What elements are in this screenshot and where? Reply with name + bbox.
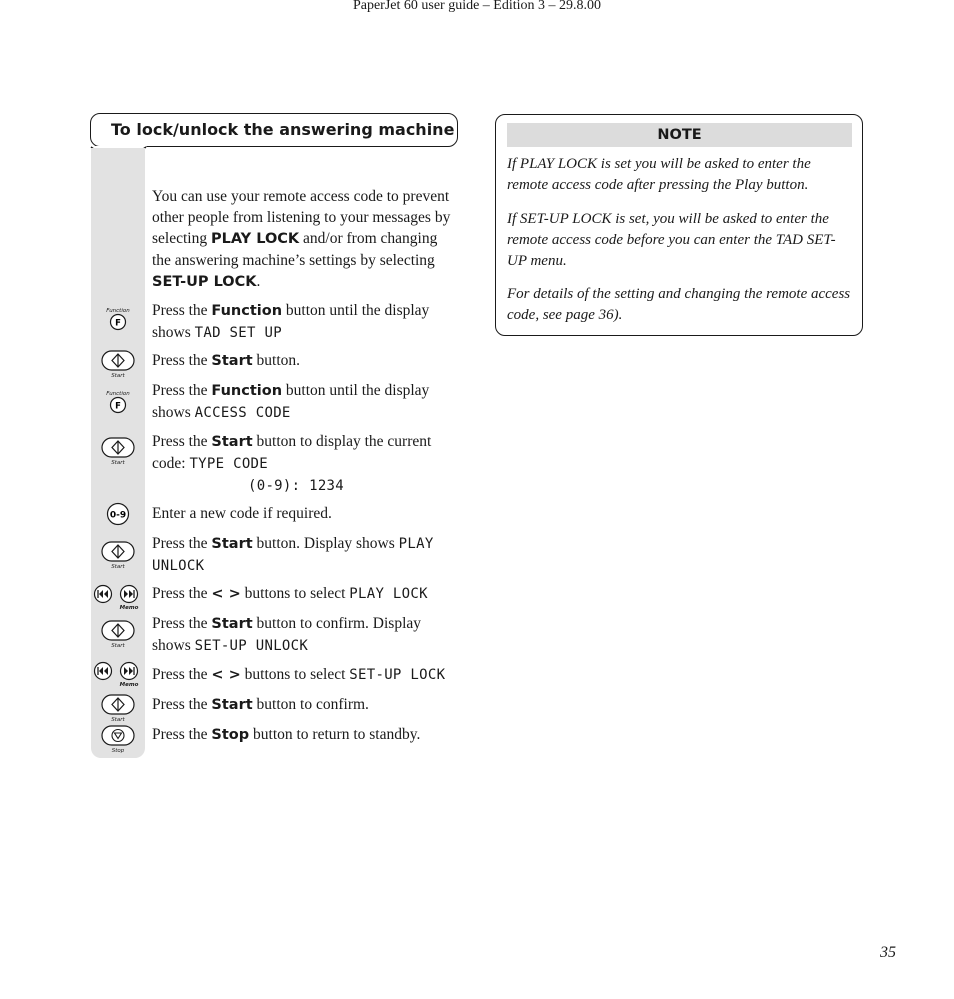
function-key-letter: F — [115, 401, 121, 412]
step-6 — [152, 533, 462, 577]
step-4 — [152, 431, 462, 497]
step-10-key: Start — [211, 697, 253, 713]
start-key-icon — [97, 694, 139, 724]
intro-text-3: . — [256, 273, 261, 290]
note-box — [495, 114, 863, 336]
step-3 — [152, 380, 462, 424]
step-4-text-2: button to display the current code: — [152, 433, 432, 472]
start-key-icon — [97, 541, 139, 571]
stop-key-icon — [97, 725, 139, 755]
start-key-icon — [97, 620, 139, 650]
memo-arrow-keys-icon — [97, 662, 139, 688]
start-key-caption: Start — [111, 460, 125, 466]
step-7-key: < > — [211, 586, 241, 602]
function-key-letter: F — [115, 318, 121, 329]
step-1-text: Press the — [152, 302, 212, 319]
step-3-text: Press the — [152, 382, 212, 399]
step-6-key: Start — [211, 536, 253, 552]
step-3-display: ACCESS CODE — [194, 405, 291, 421]
step-8-key: Start — [211, 616, 253, 632]
step-2-text: Press the — [152, 352, 212, 369]
memo-key-caption: Memo — [119, 682, 139, 688]
intro-text-1: You can use your remote access code to prevent other people from listening to your messages by selecting — [152, 188, 451, 247]
intro-paragraph — [152, 186, 457, 293]
step-9-key: < > — [211, 667, 241, 683]
step-1-display: TAD SET UP — [194, 325, 282, 341]
step-2-key: Start — [211, 353, 253, 369]
digit-keys-icon — [97, 502, 139, 526]
stop-key-caption: Stop — [111, 748, 125, 754]
start-key-icon — [97, 350, 139, 380]
step-8-display: SET-UP UNLOCK — [194, 638, 309, 654]
step-7-text: Press the — [152, 585, 212, 602]
start-key-icon — [97, 437, 139, 467]
step-6-display: PLAY UNLOCK — [152, 536, 434, 574]
step-2-text-2: button. — [252, 352, 301, 369]
step-8-text: Press the — [152, 615, 212, 632]
keyword-setup-lock: SET-UP LOCK — [152, 274, 257, 290]
step-4-key: Start — [211, 434, 253, 450]
step-11 — [152, 724, 462, 746]
function-key-icon — [97, 306, 139, 332]
step-8-text-2: button to confirm. Display shows — [152, 615, 421, 654]
step-10-text: Press the — [152, 696, 212, 713]
page-number: 35 — [880, 944, 896, 961]
step-10 — [152, 694, 462, 716]
memo-arrow-keys-icon — [97, 585, 139, 611]
step-11-text-2: button to return to standby. — [249, 726, 421, 743]
function-key-caption: Function — [106, 391, 130, 397]
step-5-text: Enter a new code if required. — [152, 505, 332, 522]
step-8 — [152, 613, 462, 657]
step-5 — [152, 503, 462, 524]
step-4-display: TYPE CODE — [189, 456, 269, 472]
step-4-display-2: (0-9): 1234 — [248, 478, 345, 494]
section-title-tab — [90, 113, 458, 147]
running-header: PaperJet 60 user guide – Edition 3 – 29.8.00 — [352, 0, 602, 13]
step-6-text: Press the — [152, 535, 212, 552]
step-10-text-2: button to confirm. — [252, 696, 369, 713]
step-9-display: SET-UP LOCK — [349, 667, 446, 683]
step-7-display: PLAY LOCK — [349, 586, 428, 602]
step-1 — [152, 300, 462, 344]
step-3-key: Function — [211, 383, 283, 399]
start-key-caption: Start — [111, 373, 125, 379]
function-key-caption: Function — [106, 308, 130, 314]
step-1-key: Function — [211, 303, 283, 319]
note-paragraph-2: If SET-UP LOCK is set, you will be asked to enter the remote access code before you can enter the TAD SET-UP menu. — [507, 211, 836, 269]
step-1-text-2: button until the display shows — [152, 302, 430, 341]
step-6-text-2: button. Display shows — [252, 535, 399, 552]
step-9-text-2: buttons to select — [240, 666, 350, 683]
start-key-caption: Start — [111, 643, 125, 649]
digit-keys-label: 0-9 — [109, 510, 127, 521]
step-2 — [152, 350, 462, 372]
start-key-caption: Start — [111, 564, 125, 570]
intro-text-2: and/or from changing the answering machine’s settings by selecting — [152, 230, 438, 269]
memo-key-caption: Memo — [119, 605, 139, 611]
keyword-play-lock: PLAY LOCK — [210, 231, 300, 247]
note-heading: NOTE — [507, 123, 852, 147]
step-4-text: Press the — [152, 433, 212, 450]
function-key-icon — [97, 389, 139, 415]
section-title: To lock/unlock the answering machine — [111, 120, 455, 139]
note-paragraph-3: For details of the setting and changing the remote access code, see page 36). — [507, 286, 851, 323]
step-11-key: Stop — [211, 727, 250, 743]
note-paragraph-1: If PLAY LOCK is set you will be asked to enter the remote access code after pressing the Play button. — [507, 156, 811, 193]
step-9 — [152, 664, 462, 686]
step-9-text: Press the — [152, 666, 212, 683]
step-7 — [152, 583, 462, 605]
start-key-caption: Start — [111, 717, 125, 723]
step-7-text-2: buttons to select — [240, 585, 350, 602]
step-11-text: Press the — [152, 726, 212, 743]
step-3-text-2: button until the display shows — [152, 382, 430, 421]
